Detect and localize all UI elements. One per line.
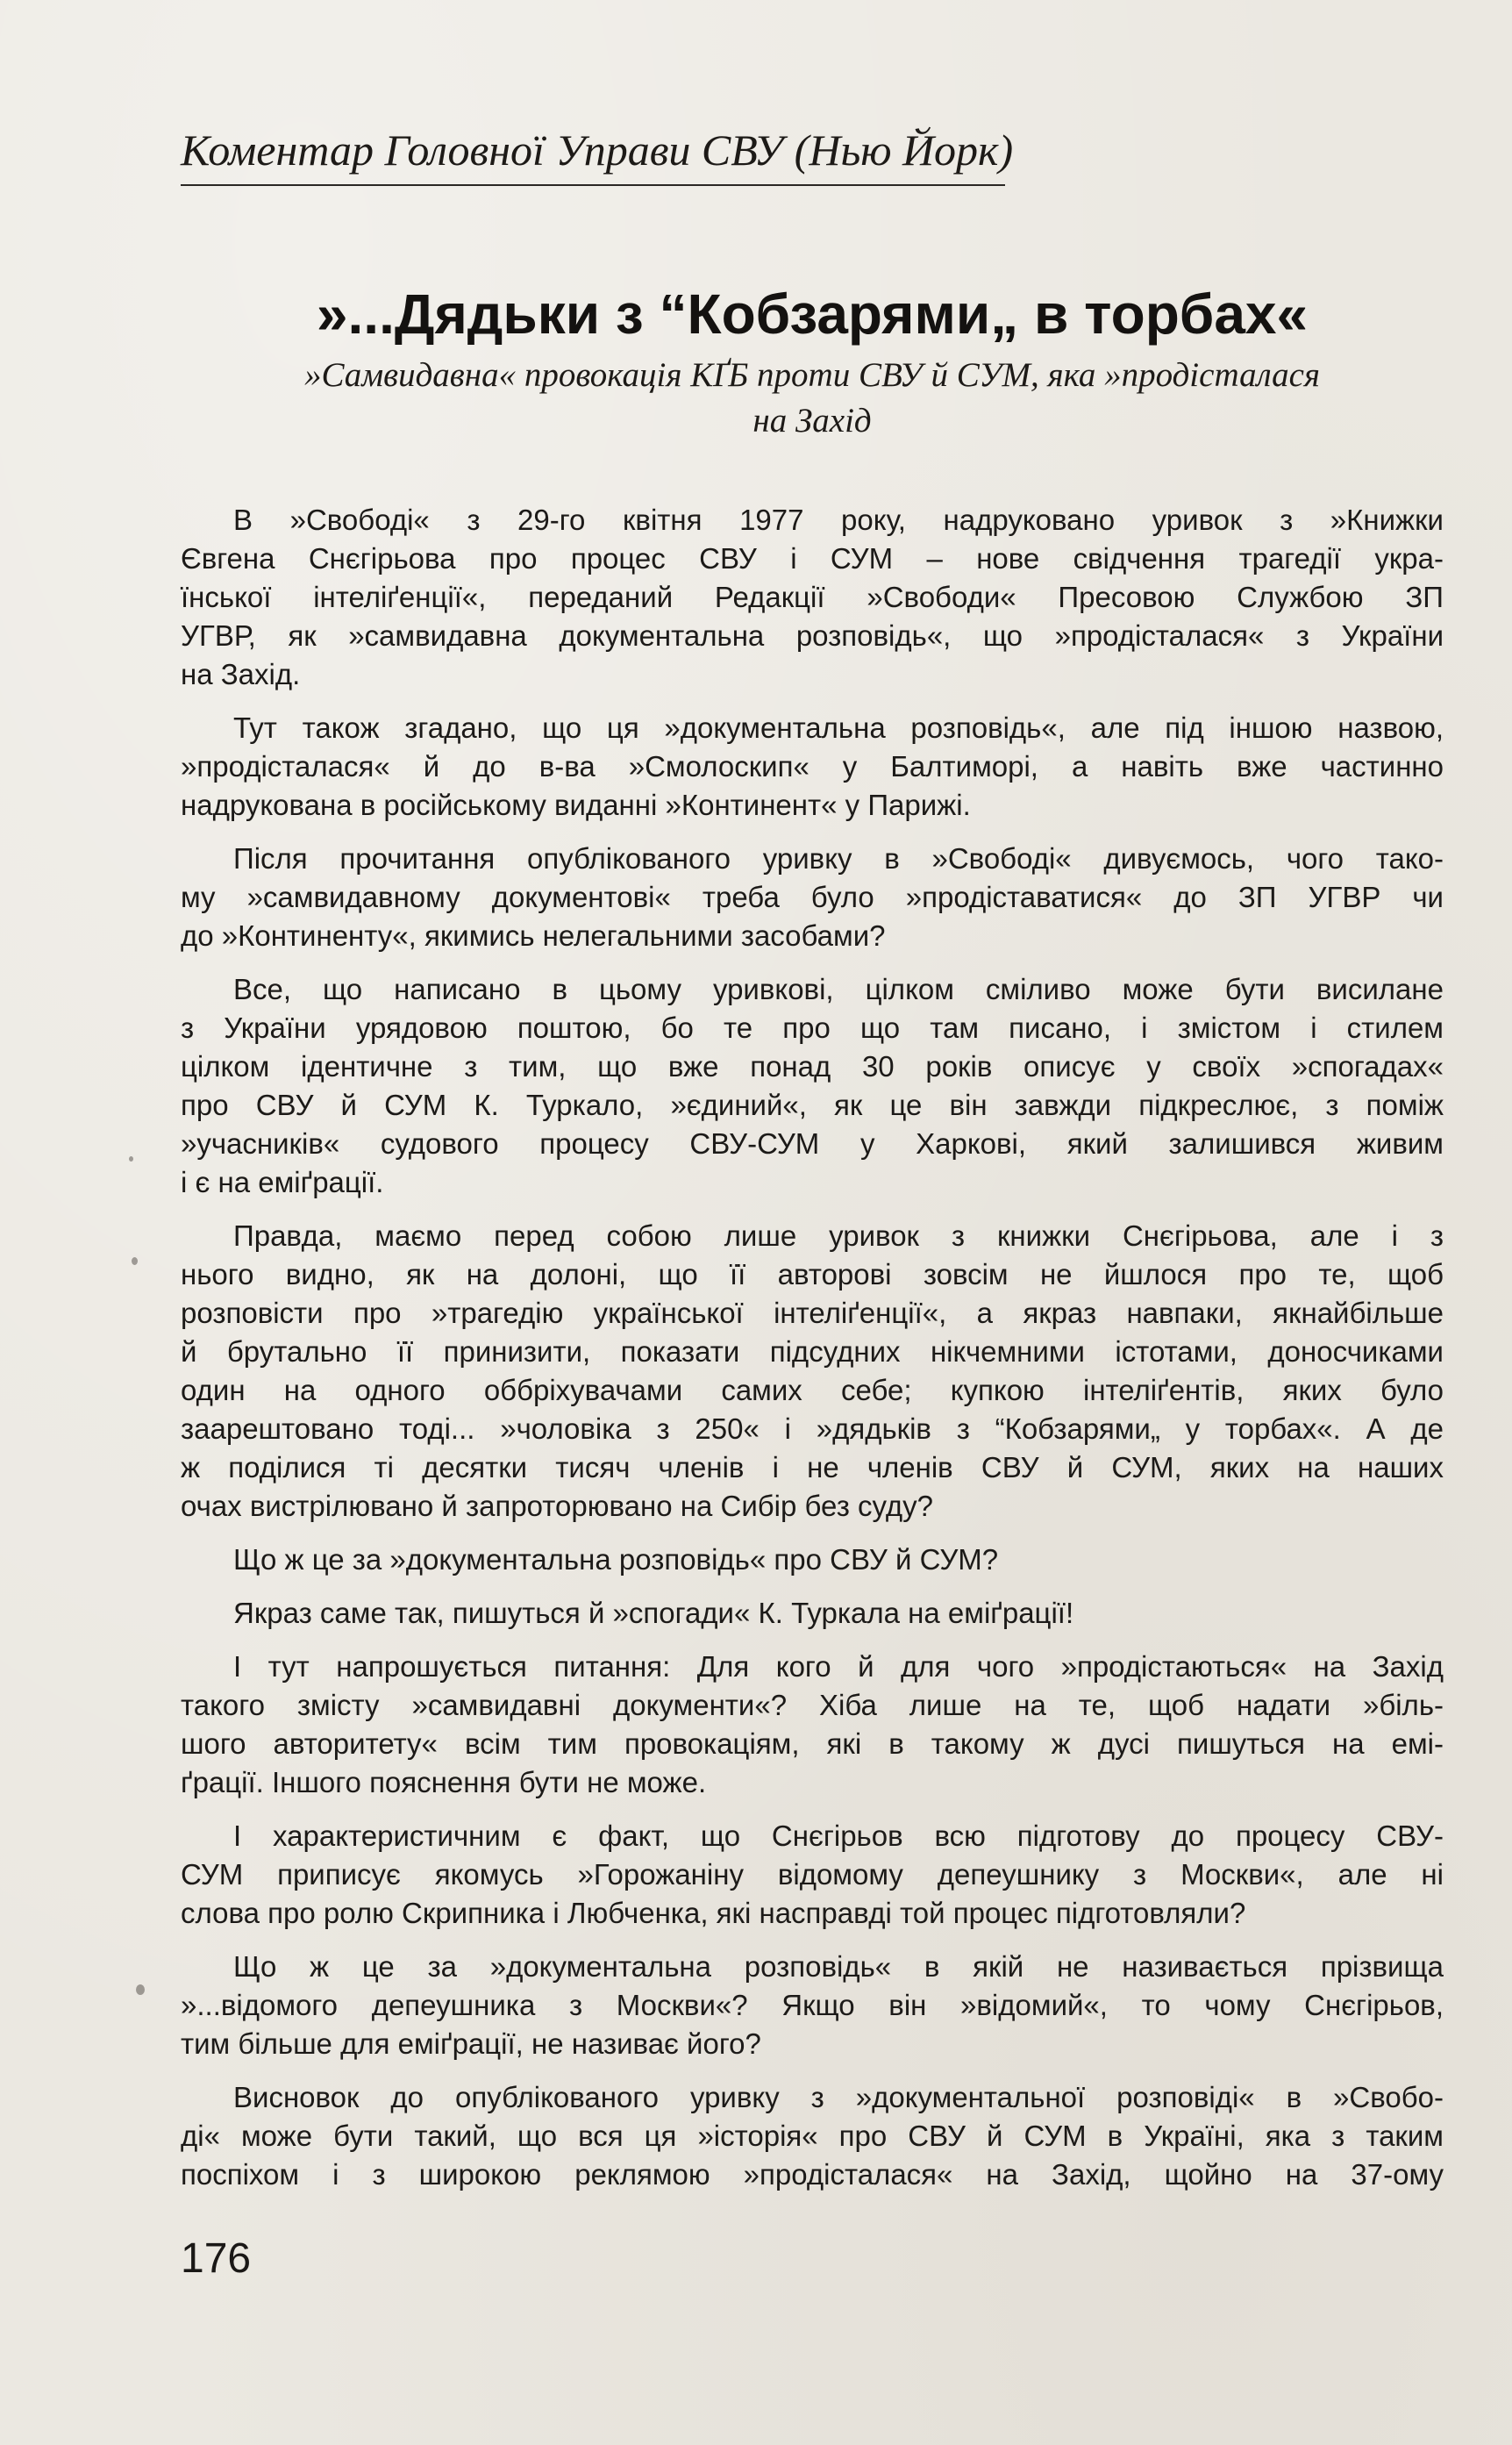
text-line: ґрації. Іншого пояснення бути не може. xyxy=(181,1766,707,1798)
paragraph xyxy=(181,709,1444,825)
paragraph xyxy=(181,501,1444,694)
text-line: Що ж це за »документальна розповідь« в якій не називається прізвища xyxy=(233,1950,1444,1983)
text-line: і є на еміґрації. xyxy=(181,1166,384,1198)
text-line: їнської інтеліґенції«, переданий Редакції »Свободи« Пресовою Службою ЗП xyxy=(181,581,1444,613)
text-line: Після прочитання опублікованого уривку в »Свободі« дивуємось, чого тако- xyxy=(233,842,1444,875)
paper-speck xyxy=(129,1156,133,1162)
text-line: слова про ролю Скрипника і Любченка, які насправді той процес підготовляли? xyxy=(181,1897,1246,1929)
paragraph xyxy=(181,1648,1444,1802)
paragraph xyxy=(181,1948,1444,2063)
paragraph xyxy=(181,2078,1444,2194)
subtitle-line: »Самвидавна« провокація КҐБ проти СВУ й СУМ, яка »продісталася xyxy=(303,356,1321,394)
text-line: шого авторитету« всім тим провокаціям, які в такому ж дусі пишуться на емі- xyxy=(181,1727,1444,1760)
text-line: СУМ приписує якомусь »Горожаніну відомому депеушнику з Москви«, але ні xyxy=(181,1858,1444,1891)
text-line: І характеристичним є факт, що Снєгірьов всю підготову до процесу СВУ- xyxy=(233,1819,1444,1852)
text-line: »учасників« судового процесу СВУ-СУМ у Харкові, який залишився живим xyxy=(181,1127,1444,1160)
paragraph xyxy=(181,1541,1444,1579)
header-underline xyxy=(181,184,1005,186)
paragraph xyxy=(181,1217,1444,1526)
text-line: »продісталася« й до в-ва »Смолоскип« у Балтиморі, а навіть вже частинно xyxy=(181,750,1444,783)
text-line: цілком ідентичне з тим, що вже понад 30 років описує у своїх »спогадах« xyxy=(181,1050,1444,1083)
text-line: Тут також згадано, що ця »документальна розповідь«, але під іншою назвою, xyxy=(233,711,1444,744)
paper-speck xyxy=(136,1984,145,1995)
text-line: ж поділися ті десятки тисяч членів і не членів СВУ й СУМ, яких на наших xyxy=(181,1451,1444,1483)
text-line: й брутально її принизити, показати підсудних нікчемними істотами, доносчиками xyxy=(181,1335,1444,1368)
text-line: один на одного оббріхувачами самих себе; купкою інтеліґентів, яких було xyxy=(181,1374,1444,1406)
article-subtitle xyxy=(181,353,1444,444)
text-line: Якраз саме так, пишуться й »спогади« К. Туркала на еміґрації! xyxy=(233,1597,1074,1629)
paper-speck xyxy=(132,1257,138,1265)
text-line: І тут напрошується питання: Для кого й для чого »продістаються« на Захід xyxy=(233,1650,1444,1683)
paragraph xyxy=(181,840,1444,955)
text-line: В »Свободі« з 29-го квітня 1977 року, надруковано уривок з »Книжки xyxy=(233,504,1444,536)
text-line: тим більше для еміґрації, не називає його? xyxy=(181,2027,761,2060)
article-body xyxy=(181,501,1444,2209)
paragraph xyxy=(181,1817,1444,1933)
text-line: му »самвидавному документові« треба було »продіставатися« до ЗП УГВР чи xyxy=(181,881,1444,913)
section-header: Коментар Головної Управи СВУ (Нью Йорк) xyxy=(181,125,1014,175)
article-title: »...Дядьки з “Кобзарями„ в торбах« xyxy=(316,282,1309,346)
text-line: про СВУ й СУМ К. Туркало, »єдиний«, як це він завжди підкреслює, з поміж xyxy=(181,1089,1444,1121)
text-line: такого змісту »самвидавні документи«? Хіба лише на те, щоб надати »біль- xyxy=(181,1689,1444,1721)
text-line: »...відомого депеушника з Москви«? Якщо він »відомий«, то чому Снєгірьов, xyxy=(181,1989,1444,2021)
text-line: Що ж це за »документальна розповідь« про СВУ й СУМ? xyxy=(233,1543,999,1576)
text-line: надрукована в російському виданні »Континент« у Парижі. xyxy=(181,789,971,821)
text-line: заарештовано тоді... »чоловіка з 250« і »дядьків з “Кобзарями„ у торбах«. А де xyxy=(181,1412,1444,1445)
text-line: ді« може бути такий, що вся ця »історія« про СВУ й СУМ в Україні, яка з таким xyxy=(181,2120,1444,2152)
subtitle-line: на Захід xyxy=(752,402,872,440)
text-line: нього видно, як на долоні, що її авторові зовсім не йшлося про те, щоб xyxy=(181,1258,1444,1290)
text-line: Все, що написано в цьому уривкові, цілком сміливо може бути висилане xyxy=(233,973,1444,1005)
text-line: розповісти про »трагедію української інтеліґенції«, а якраз навпаки, якнайбільше xyxy=(181,1297,1444,1329)
text-line: Правда, маємо перед собою лише уривок з книжки Снєгірьова, але і з xyxy=(233,1219,1444,1252)
paragraph xyxy=(181,970,1444,1202)
paragraph xyxy=(181,1594,1444,1633)
page-number: 176 xyxy=(181,2235,252,2282)
text-line: до »Континенту«, якимись нелегальними засобами? xyxy=(181,919,886,952)
text-line: з України урядовою поштою, бо те про що там писано, і змістом і стилем xyxy=(181,1012,1444,1044)
text-line: очах вистрілювано й запроторювано на Сибір без суду? xyxy=(181,1490,933,1522)
text-line: Висновок до опублікованого уривку з »документальної розповіді« в »Свобо- xyxy=(233,2081,1444,2113)
text-line: УГВР, як »самвидавна документальна розповідь«, що »продісталася« з України xyxy=(181,619,1444,652)
text-line: на Захід. xyxy=(181,658,301,690)
text-line: поспіхом і з широкою реклямою »продісталася« на Захід, щойно на 37-ому xyxy=(181,2158,1444,2191)
text-line: Євгена Снєгірьова про процес СВУ і СУМ – нове свідчення трагедії укра- xyxy=(181,542,1444,575)
